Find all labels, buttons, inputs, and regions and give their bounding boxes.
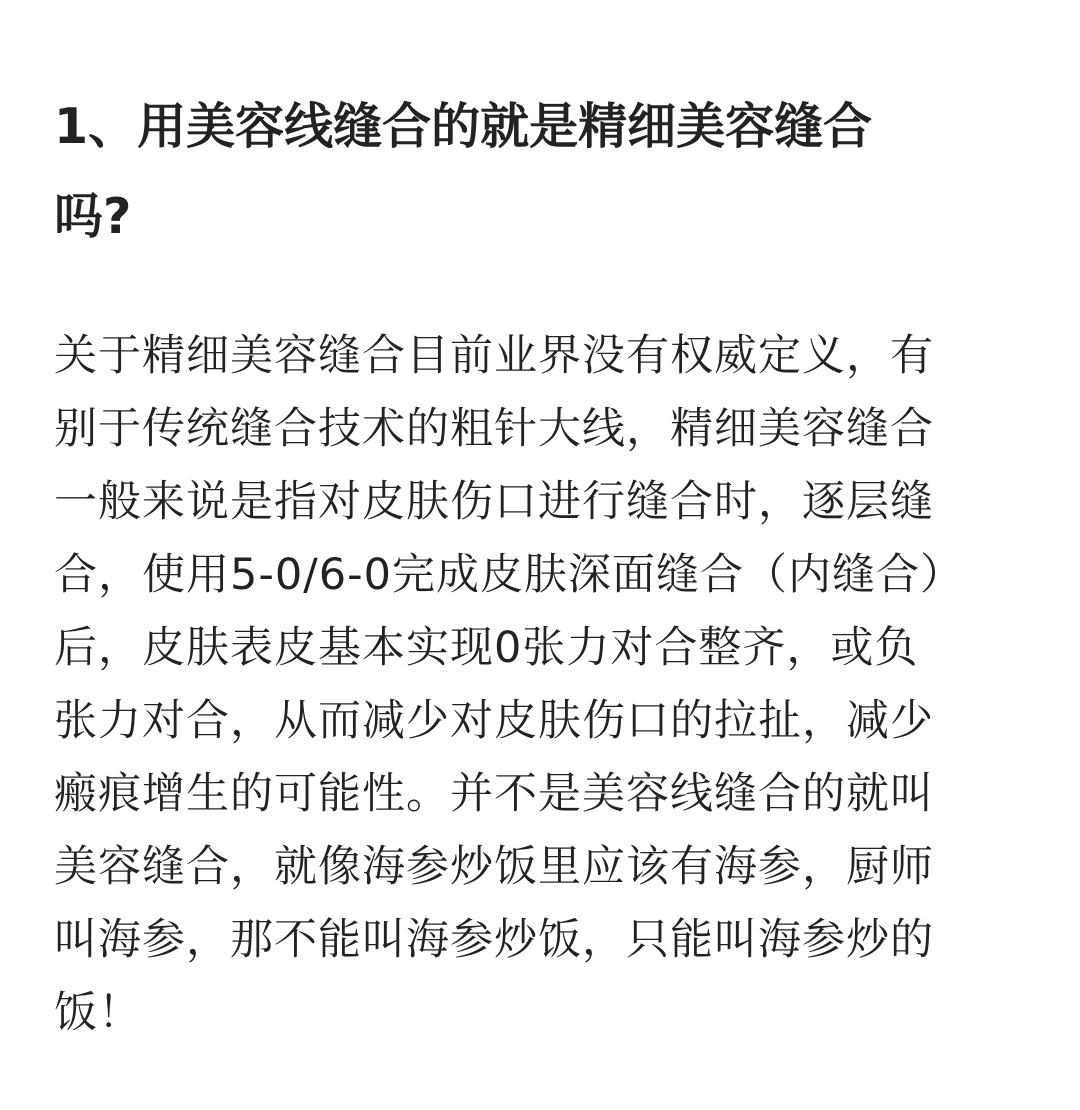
- body-line: 别于传统缝合技术的粗针大线，精细美容缝合: [54, 404, 934, 454]
- body-line: 瘢痕增生的可能性。并不是美容线缝合的就叫: [54, 769, 934, 819]
- body-line: 美容缝合，就像海参炒饭里应该有海参，厨师: [54, 842, 934, 892]
- body-line: 合，使用5-0/6-0完成皮肤深面缝合（内缝合）: [54, 550, 964, 600]
- body-line: 一般来说是指对皮肤伤口进行缝合时，逐层缝: [54, 477, 934, 527]
- body-line: 饭！: [54, 988, 142, 1038]
- body-line: 关于精细美容缝合目前业界没有权威定义，有: [54, 331, 934, 381]
- heading-line: 1、用美容线缝合的就是精细美容缝合: [54, 98, 873, 155]
- article-heading: [54, 82, 1034, 262]
- heading-line: 吗?: [54, 188, 132, 245]
- article-body: [54, 320, 1034, 1050]
- body-line: 叫海参，那不能叫海参炒饭，只能叫海参炒的: [54, 915, 934, 965]
- body-line: 后，皮肤表皮基本实现0张力对合整齐，或负: [54, 623, 919, 673]
- body-line: 张力对合，从而减少对皮肤伤口的拉扯，减少: [54, 696, 934, 746]
